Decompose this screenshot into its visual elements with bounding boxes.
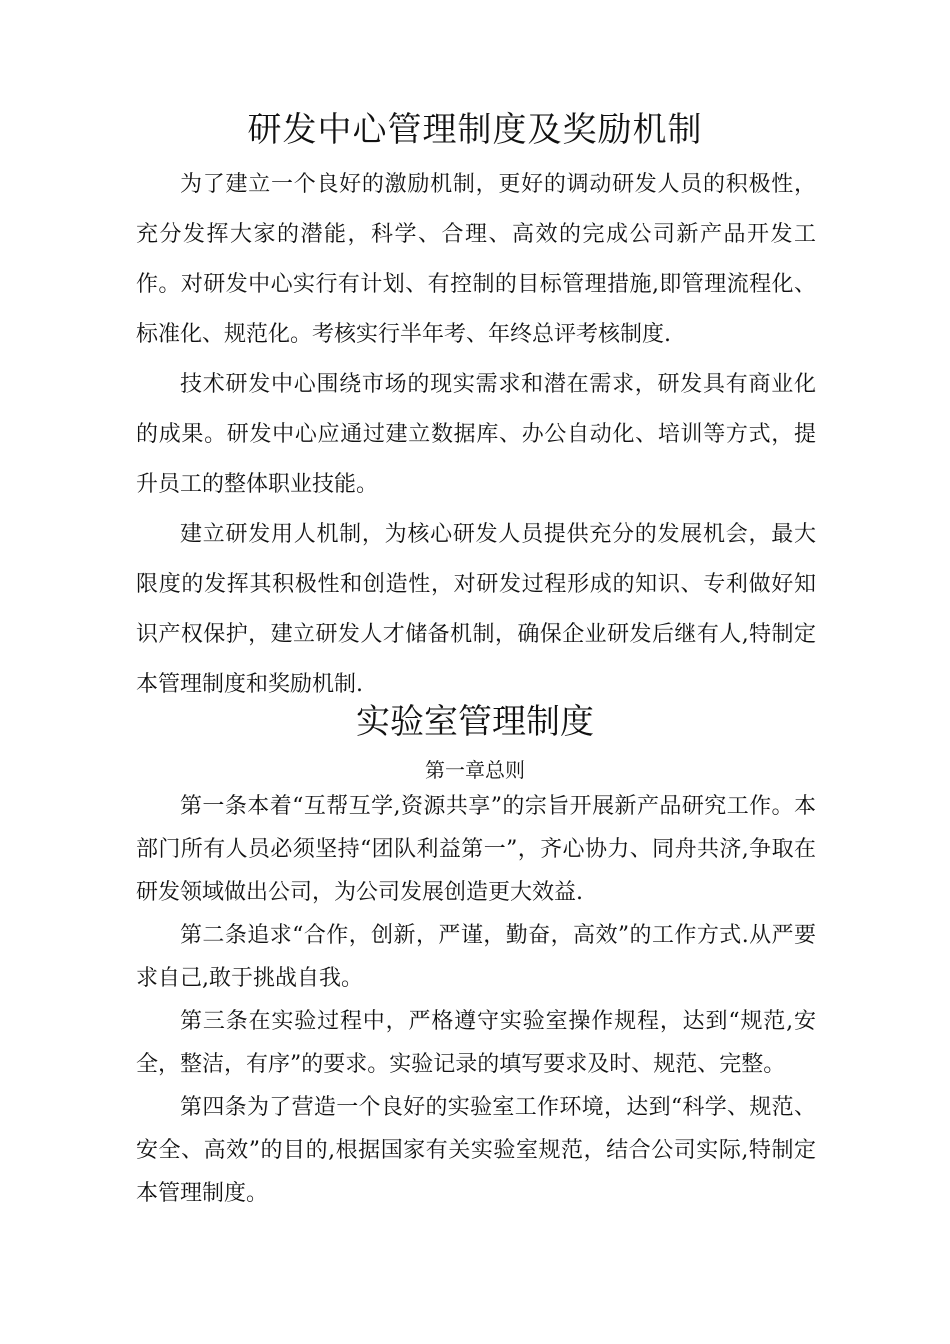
intro-paragraph: 建立研发用人机制，为核心研发人员提供充分的发展机会，最大限度的发挥其积极性和创造性，对研发过程形成的知识、专利做好知识产权保护，建立研发人才储备机制，确保企业研发后继有人,特制定本管理制度和奖励机制. [136,522,816,697]
chapter-title: 第一章总则 [425,758,525,782]
article-paragraph: 第二条追求“合作，创新，严谨，勤奋，高效”的工作方式.从严要求自己,敢于挑战自我。 [136,923,816,991]
article-paragraph: 第四条为了营造一个良好的实验室工作环境，达到“科学、规范、安全、高效”的目的,根据国家有关实验室规范，结合公司实际,特制定本管理制度。 [136,1095,816,1206]
articles-section [136,785,816,1215]
article-paragraph: 第一条本着“互帮互学,资源共享”的宗旨开展新产品研究工作。本部门所有人员必须坚持“团队利益第一”，齐心协力、同舟共济,争取在研发领域做出公司，为公司发展创造更大效益. [136,794,816,905]
intro-section [136,160,816,710]
section-title: 实验室管理制度 [356,702,594,742]
article-paragraph: 第三条在实验过程中，严格遵守实验室操作规程，达到“规范,安全，整洁，有序”的要求。实验记录的填写要求及时、规范、完整。 [136,1009,816,1077]
document-title: 研发中心管理制度及奖励机制 [247,110,703,150]
intro-paragraph: 技术研发中心围绕市场的现实需求和潜在需求，研发具有商业化的成果。研发中心应通过建立数据库、办公自动化、培训等方式，提升员工的整体职业技能。 [136,372,816,497]
intro-paragraph: 为了建立一个良好的激励机制，更好的调动研发人员的积极性，充分发挥大家的潜能，科学、合理、高效的完成公司新产品开发工作。对研发中心实行有计划、有控制的目标管理措施,即管理流程化、标准化、规范化。考核实行半年考、年终总评考核制度. [136,172,816,347]
